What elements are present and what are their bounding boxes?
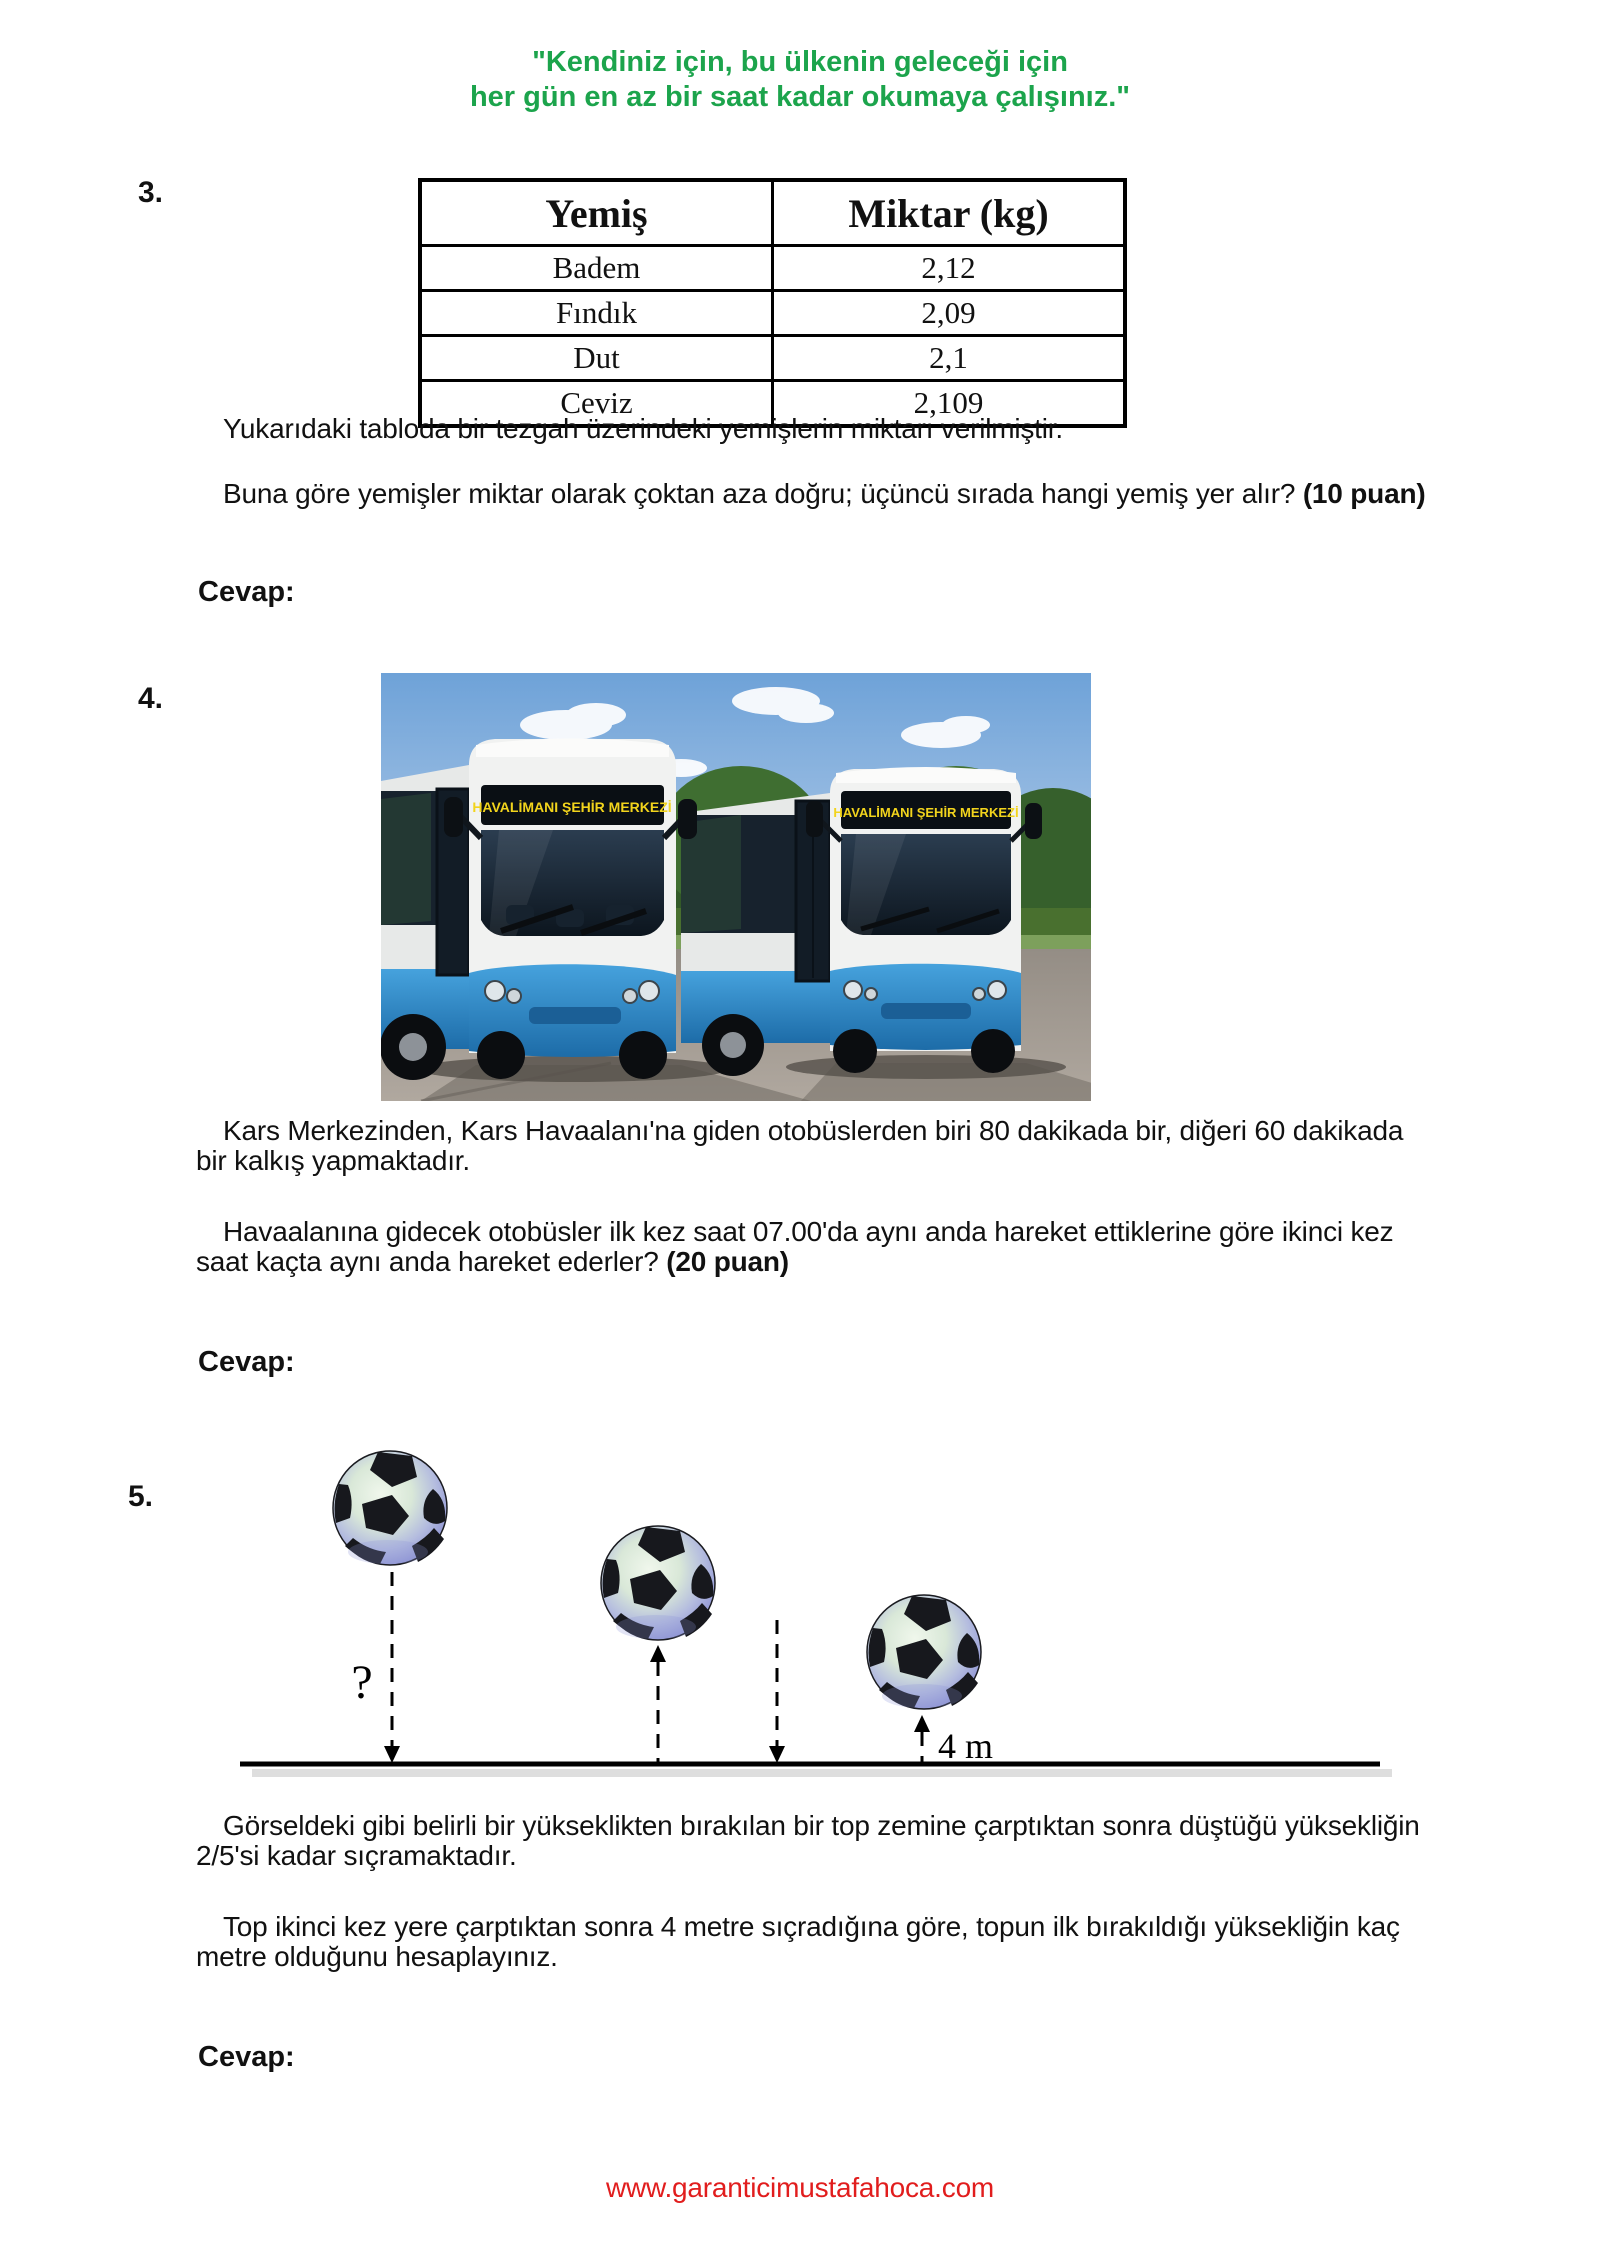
table-cell-value: 2,109 [773, 381, 1126, 427]
question-3-statement: Yukarıdaki tabloda bir tezgah üzerindeki yemişlerin miktarı verilmiştir. [223, 413, 1063, 444]
bus-1 [381, 739, 697, 1081]
points-badge: (20 puan) [666, 1246, 789, 1277]
question-4-statement: Kars Merkezinden, Kars Havaalanı'na giden otobüslerden biri 80 dakikada bir, diğeri 60 dakikada bir kalkış yapmaktadır. [196, 1115, 1404, 1176]
ball-bounce-1 [601, 1526, 715, 1640]
question-5-number: 5. [128, 1480, 154, 1513]
bus-photo [381, 673, 1091, 1101]
table-cell-name: Fındık [420, 291, 773, 336]
table-header-yemis: Yemiş [420, 180, 773, 246]
table-cell-name: Dut [420, 336, 773, 381]
ball-bounce-2 [867, 1595, 981, 1709]
question-3-number: 3. [138, 176, 164, 209]
ball-drop-1 [333, 1451, 447, 1565]
question-4-answer-label: Cevap: [198, 1346, 295, 1378]
ground-shadow [252, 1769, 1392, 1777]
table-row [420, 336, 1125, 381]
table-row [420, 246, 1125, 291]
question-5-answer-label: Cevap: [198, 2041, 295, 2073]
table-cell-value: 2,1 [773, 336, 1126, 381]
unknown-height-label: ? [351, 1656, 373, 1709]
down-arrowhead [769, 1746, 785, 1763]
question-4-number: 4. [138, 682, 164, 715]
question-4-prompt: Havaalanına gidecek otobüsler ilk kez saat 07.00'da aynı anda hareket ettiklerine göre ikinci kez saat kaçta aynı anda hareket ederler? (20 puan) [196, 1216, 1394, 1277]
up-arrowhead [914, 1715, 930, 1732]
question-3-prompt: Buna göre yemişler miktar olarak çoktan aza doğru; üçüncü sırada hangi yemiş yer alır? (10 puan) [223, 478, 1426, 509]
question-5-prompt: Top ikinci kez yere çarptıktan sonra 4 metre sıçradığına göre, topun ilk bırakıldığı yüksekliğin kaç metre olduğunu hesaplayınız. [196, 1911, 1400, 1972]
bus-2 [681, 767, 1042, 1076]
table-header-row [420, 180, 1125, 246]
bus-2-sign-text: HAVALİMANI ŞEHİR MERKEZİ [833, 805, 1019, 820]
header-quote-line2: her gün en az bir saat kadar okumaya çalışınız." [469, 81, 1131, 113]
question-3-answer-label: Cevap: [198, 576, 295, 608]
header-quote-line1: "Kendiniz için, bu ülkenin geleceği için [532, 46, 1068, 78]
table-cell-value: 2,12 [773, 246, 1126, 291]
footer-url: www.garanticimustafahoca.com [605, 2172, 995, 2203]
question-5-statement: Görseldeki gibi belirli bir yükseklikten bırakılan bir top zemine çarptıktan sonra düştüğü yüksekliğin 2/5'si kadar sıçramaktadır. [196, 1810, 1420, 1871]
table-cell-name: Badem [420, 246, 773, 291]
down-arrowhead [384, 1746, 400, 1763]
table-cell-value: 2,09 [773, 291, 1126, 336]
table-row [420, 291, 1125, 336]
table-header-miktar: Miktar (kg) [773, 180, 1126, 246]
yemis-table [418, 178, 1127, 428]
table-cell-name: Ceviz [420, 381, 773, 427]
bus-1-sign-text: HAVALİMANI ŞEHİR MERKEZİ [472, 799, 672, 815]
bouncing-ball-diagram [140, 1440, 1450, 1800]
up-arrowhead [650, 1645, 666, 1662]
points-badge: (10 puan) [1302, 478, 1426, 509]
bounce-height-label: 4 m [938, 1726, 994, 1766]
